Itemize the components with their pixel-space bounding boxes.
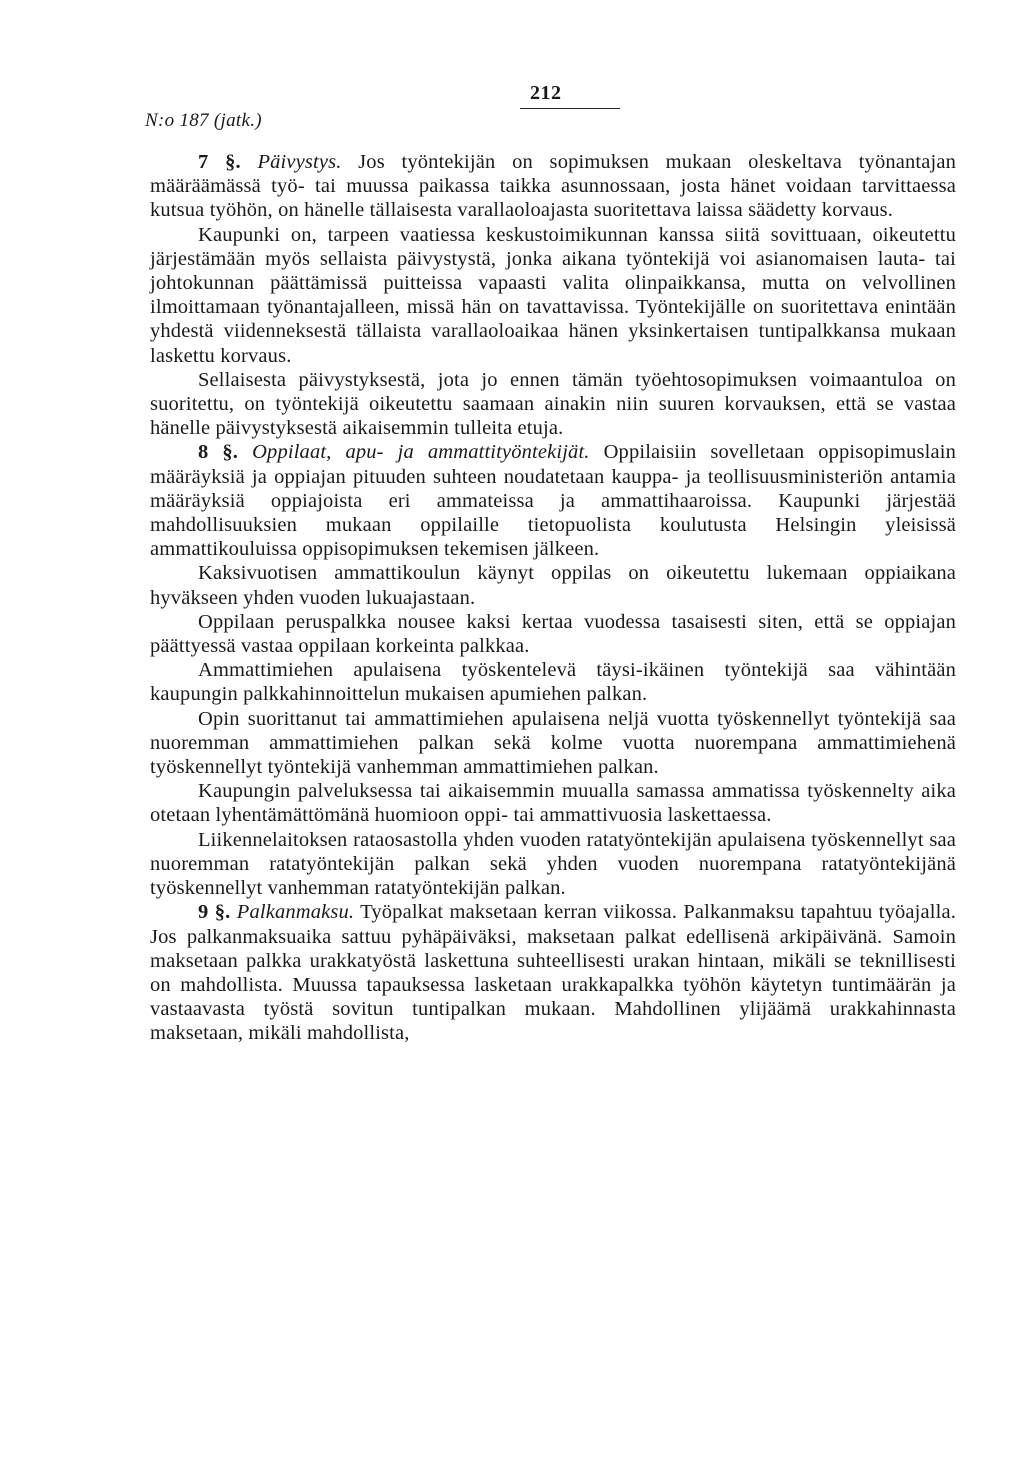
paragraph-text: Kaupunki on, tarpeen vaatiessa keskustoimikunnan kanssa siitä sovittuaan, oikeutettu järjestämään myös sellaista päivystystä, jonka aikana työntekijä voi asianomaisen lauta- tai johtokunnan päättämissä puitteissa vapaasti valita olinpaikkansa, mutta on velvollinen ilmoittamaan työnantajalleen, missä hän on tavattavissa. Työntekijälle on suoritettava enintään yhdestä viidenneksestä tällaista varallaoloaikaa hänen yksinkertaisen tuntipalkkansa mukaan laskettu korvaus. — [150, 223, 956, 367]
section-title: Palkanmaksu. — [236, 901, 355, 924]
paragraph — [150, 368, 956, 441]
section-number: 9 §. — [198, 901, 231, 924]
section-number: 8 §. — [198, 441, 239, 464]
paragraph-text: Opin suorittanut tai ammattimiehen apulaisena neljä vuotta työskennellyt työntekijä saa nuoremman ammattimiehen palkan sekä kolme vuotta nuorempana ammattimiehenä työskennellyt työntekijä vanhemman ammattimiehen palkan. — [150, 707, 956, 779]
page-number: 212 — [530, 82, 562, 104]
section-7-paragraph — [150, 150, 956, 223]
paragraph-text: Oppilaan peruspalkka nousee kaksi kertaa vuodessa tasaisesti siten, että se oppiajan päättyessä vastaa oppilaan korkeinta palkkaa. — [150, 610, 956, 658]
paragraph — [150, 223, 956, 368]
paragraph-text: Kaupungin palveluksessa tai aikaisemmin muualla samassa ammatissa työskennelty aika otetaan lyhentämättömänä huomioon oppi- tai ammattivuosia laskettaessa. — [150, 780, 956, 827]
section-title: Päivystys. — [257, 151, 342, 173]
paragraph-text: Jos työntekijän on sopimuksen mukaan oleskeltava työnantajan määräämässä työ- tai muussa paikassa taikka asunnossaan, josta hänet voidaan tarvittaessa kutsua työhön, on hänelle tällaisesta varallaoloajasta suoritettava laissa säädetty korvaus. — [150, 151, 956, 222]
paragraph — [150, 707, 956, 780]
paragraph — [150, 828, 956, 901]
document-body — [150, 150, 956, 1046]
paragraph — [150, 561, 956, 609]
paragraph-text: Liikennelaitoksen rataosastolla yhden vuoden ratatyöntekijän apulaisena työskennellyt saa nuoremman ratatyöntekijän palkan sekä yhden vuoden nuorempana ratatyöntekijänä työskennellyt vanhemman ratatyöntekijän palkan. — [150, 828, 956, 900]
paragraph — [150, 658, 956, 706]
paragraph-text: Työpalkat maksetaan kerran viikossa. Palkanmaksu tapahtuu työajalla. Jos palkanmaksuaika sattuu pyhäpäiväksi, maksetaan palkat edellisenä arkipäivänä. Samoin maksetaan palkka urakkatyöstä laskettuna suhteellisesti urakan hintaan, mikäli se teknillisesti on mahdollista. Muussa tapauksessa lasketaan urakkapalkka työhön käytetyn tuntimäärän ja vastaavasta työstä sovitun tuntipalkan mukaan. Mahdollinen ylijäämä urakkahinnasta maksetaan, mikäli mahdollista, — [150, 901, 956, 1045]
section-9-paragraph — [150, 900, 956, 1045]
section-title: Oppilaat, apu- ja ammattityöntekijät. — [252, 441, 590, 464]
paragraph-text: Ammattimiehen apulaisena työskentelevä täysi-ikäinen työntekijä saa vähintään kaupungin palkkahinnoittelun mukaisen apumiehen palkan. — [150, 659, 956, 706]
running-head: N:o 187 (jatk.) — [145, 110, 262, 131]
paragraph-text: Sellaisesta päivystyksestä, jota jo ennen tämän työehtosopimuksen voimaantuloa on suoritettu, on työntekijä oikeutettu saamaan ainakin niin suuren korvauksen, että se vastaa hänelle päivystyksestä aikaisemmin tulleita etuja. — [150, 368, 956, 440]
page-number-rule — [520, 108, 620, 109]
page-header — [145, 70, 956, 150]
section-8-paragraph — [150, 440, 956, 561]
paragraph — [150, 779, 956, 827]
paragraph — [150, 610, 956, 658]
paragraph-text: Oppilaisiin sovelletaan oppisopimuslain määräyksiä ja oppiajan pituuden suhteen noudatetaan kauppa- ja teollisuusministeriön antamia määräyksiä oppiajoista eri ammateissa ja ammattihaaroissa. Kaupunki järjestää mahdollisuuksien mukaan oppilaille tietopuolista koulutusta Helsingin yleisissä ammattikouluissa oppisopimuksen tekemisen jälkeen. — [150, 441, 956, 561]
document-page — [145, 70, 956, 1046]
paragraph-text: Kaksivuotisen ammattikoulun käynyt oppilas on oikeutettu lukemaan oppiaikana hyväkseen yhden vuoden lukuajastaan. — [150, 562, 956, 609]
section-number: 7 §. — [198, 151, 241, 173]
